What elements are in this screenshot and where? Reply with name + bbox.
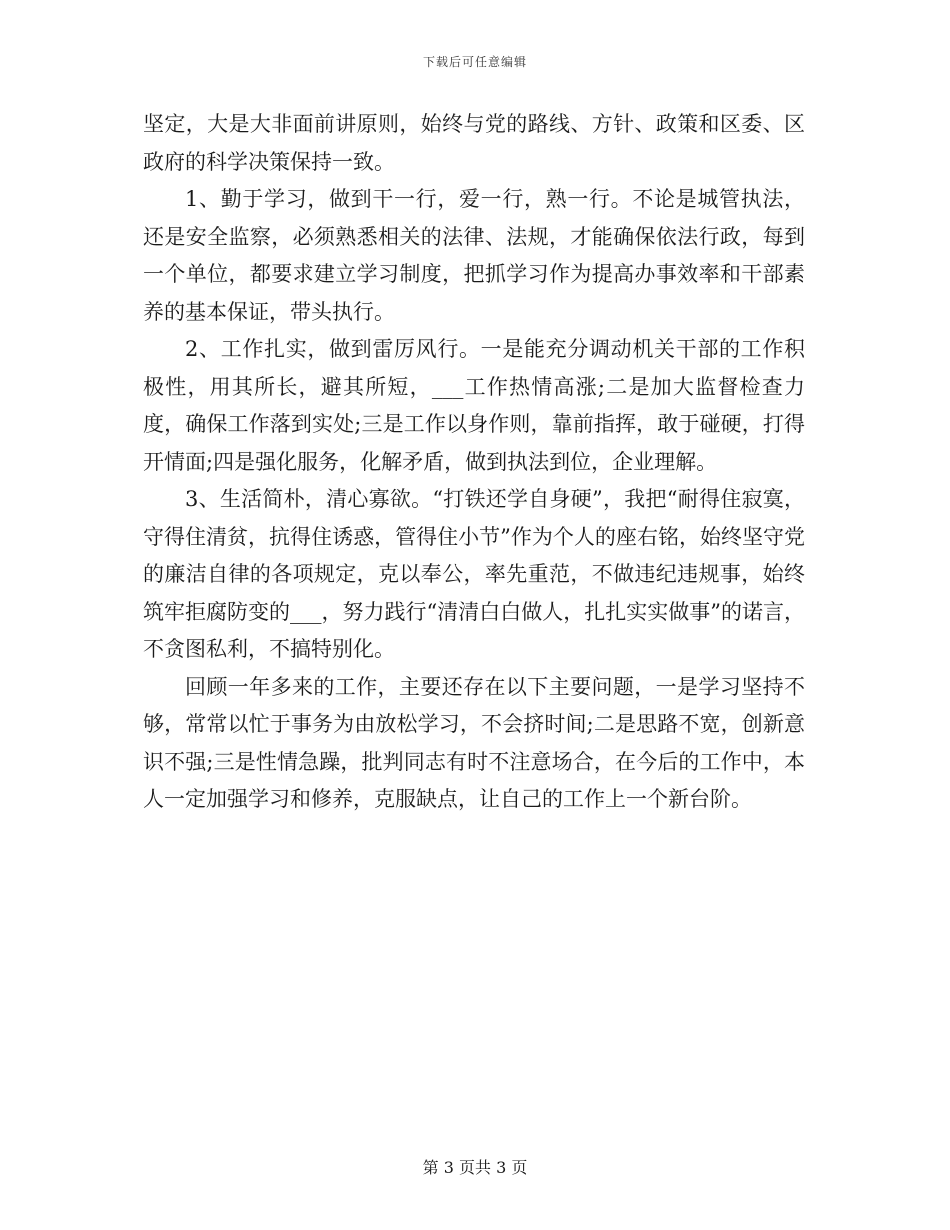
- paragraph-work: 2、工作扎实，做到雷厉风行。一是能充分调动机关干部的工作积极性，用其所长，避其所短，___工作热情高涨;二是加大监督检查力度，确保工作落到实处;三是工作以身作则，靠前指挥，敢于碰硬，打得开情面;四是强化服务，化解矛盾，做到执法到位，企业理解。: [143, 337, 805, 474]
- paragraph-life: 3、生活简朴，清心寡欲。“打铁还学自身硬”，我把“耐得住寂寞，守得住清贫，抗得住诱惑，管得住小节”作为个人的座右铭，始终坚守党的廉洁自律的各项规定，克以奉公，率先重范，不做违纪违规事，始终筑牢拒腐防变的___，努力践行“清清白白做人，扎扎实实做事”的诺言，不贪图私利，不搞特别化。: [143, 487, 805, 661]
- page-header: 下载后可任意编辑: [422, 55, 527, 69]
- page-number: 第 3 页共 3 页: [422, 1158, 528, 1177]
- document-body: [143, 106, 805, 819]
- paragraph-study: 1、勤于学习，做到干一行，爱一行，熟一行。不论是城管执法，还是安全监察，必须熟悉相关的法律、法规，才能确保依法行政，每到一个单位，都要求建立学习制度，把抓学习作为提高办事效率和干部素养的基本保证，带头执行。: [143, 187, 805, 324]
- paragraph-continuation: 坚定，大是大非面前讲原则，始终与党的路线、方针、政策和区委、区政府的科学决策保持一致。: [143, 112, 805, 174]
- paragraph-review: 回顾一年多来的工作，主要还存在以下主要问题，一是学习坚持不够，常常以忙于事务为由放松学习，不会挤时间;二是思路不宽，创新意识不强;三是性情急躁，批判同志有时不注意场合，在今后的工作中，本人一定加强学习和修养，克服缺点，让自己的工作上一个新台阶。: [143, 674, 805, 811]
